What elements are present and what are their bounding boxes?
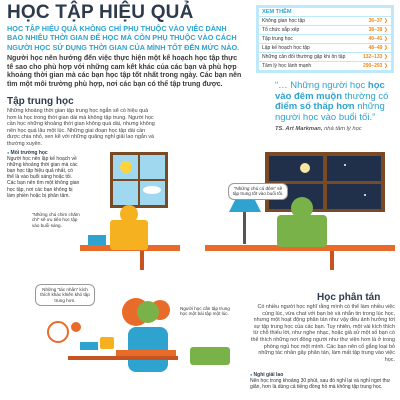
lead-paragraph: Người học nên hướng đến việc thực hiện một kế hoạch học tập thực tế sao cho phù hợp với những cam kết khác của các bạn và phù hợp khoảng thời gian mà các bạn học tập tốt nhất trong ngày. Các bạn nên tìm một môi trường phù hợp, nơi các bạn có thể tập trung được.	[7, 55, 242, 89]
see-also-item[interactable]: Lập kế hoạch học tập 48–49 ❯	[259, 44, 391, 52]
intro-text: HỌC TẬP HIỆU QUẢ KHÔNG CHỈ PHỤ THUỘC VÀO VIỆC DÀNH BAO NHIÊU THỜI GIAN ĐỂ HỌC MÀ CÒN PHỤ THUỘC VÀO CÁCH NGƯỜI HỌC SỬ DỤNG THỜI GIAN CỦA MÌNH TỐT ĐẾN MỨC NÀO.	[7, 24, 240, 52]
section-body-focus: Những khoảng thời gian tập trung học ngắn sẽ có hiệu quả hơn là học trong thời gian dài mà không tập trung. Người học cần học những khoảng thời gian không quá dài, nhưng không nên học quá lâu một lúc. Những giai đoạn học tập dài cần được chia nhỏ, xen kẽ với những quãng nghỉ giải lao ngắn và thường xuyên.	[7, 108, 155, 147]
see-also-heading: XEM THÊM	[259, 8, 391, 16]
tip-take-breaks: ● Nghỉ giải lao Nên học trong khoảng 30 phút, sau đó nghỉ lại và nghỉ ngơi thư giãn, hơn là dùng cả tiếng đồng hồ mà không tập trung học.	[250, 372, 395, 390]
night-study-illustration	[205, 150, 395, 270]
pull-quote: “… Những người học học vào đêm muộn thường có điểm số thấp hơn những người học vào buổi tối.”	[275, 80, 389, 123]
section-heading-focus: Tập trung học	[7, 96, 74, 107]
tip-study-environment: ● Mối trường học Người học nên lập kế hoạch về những khoảng thời gian mà các bạn học tập hiệu quả nhất, có thể là vào buổi sáng hoặc tối. Các bạn nên tìm một không gian học tập, nơi các bạn không bị làm phiền hoặc bị phân tâm.	[7, 150, 81, 199]
callout-night-owl: “Những chú cú đêm” sẽ tập trung tốt vào buổi tối.	[228, 183, 288, 200]
see-also-box	[256, 5, 394, 73]
callout-one-task: Người học cần tập trung học một bài tập một lúc.	[180, 306, 230, 317]
see-also-item[interactable]: Tổ chức sắp xếp 38–39 ❯	[259, 26, 391, 34]
see-also-item[interactable]: Không gian học tập 36–37 ❯	[259, 17, 391, 25]
morning-study-illustration	[80, 150, 180, 270]
section-heading-distraction: Học phân tán	[317, 292, 381, 303]
page-title: HỌC TẬP HIỆU QUẢ	[7, 2, 194, 23]
callout-morning-bird: “Những chú chim chăm chỉ” sẽ ưu tiên học tập vào buổi sáng.	[32, 212, 80, 228]
section-body-distraction: Có nhiều người học nghĩ rằng mình có thể làm nhiều việc cùng lúc, vừa chat với bạn bè và nhắn tin trong lúc học, nhưng một hoạt động phân tán như vậy đều ảnh hưởng tới sự tập trung học của các bạn. Tuy nhiên, một vài kích thích từ chỗ thiếu lời, như nghe nhạc, hoặc giả sử một số bạn có thể thích những nơi đông người như thư viện hơn là ở trong phòng ngủ học một mình. Các bạn nên cố gắng loại bỏ những tác nhân gây phân tán, làm mất tập trung vào việc học.	[251, 304, 395, 363]
quote-author: TS. Art Markman, nhà tâm lý học	[275, 126, 362, 132]
callout-distractions: Những “tác nhân” kích thích khác khiến khó tập trung hơn.	[35, 284, 95, 306]
see-also-item[interactable]: Tâm lý học lành mạnh 290–293 ❯	[259, 62, 391, 70]
see-also-item[interactable]: Những cân đối thường gặp khi ôn tập 132–133 ❯	[259, 53, 391, 61]
see-also-item[interactable]: Tập trung học 40–41 ❯	[259, 35, 391, 43]
